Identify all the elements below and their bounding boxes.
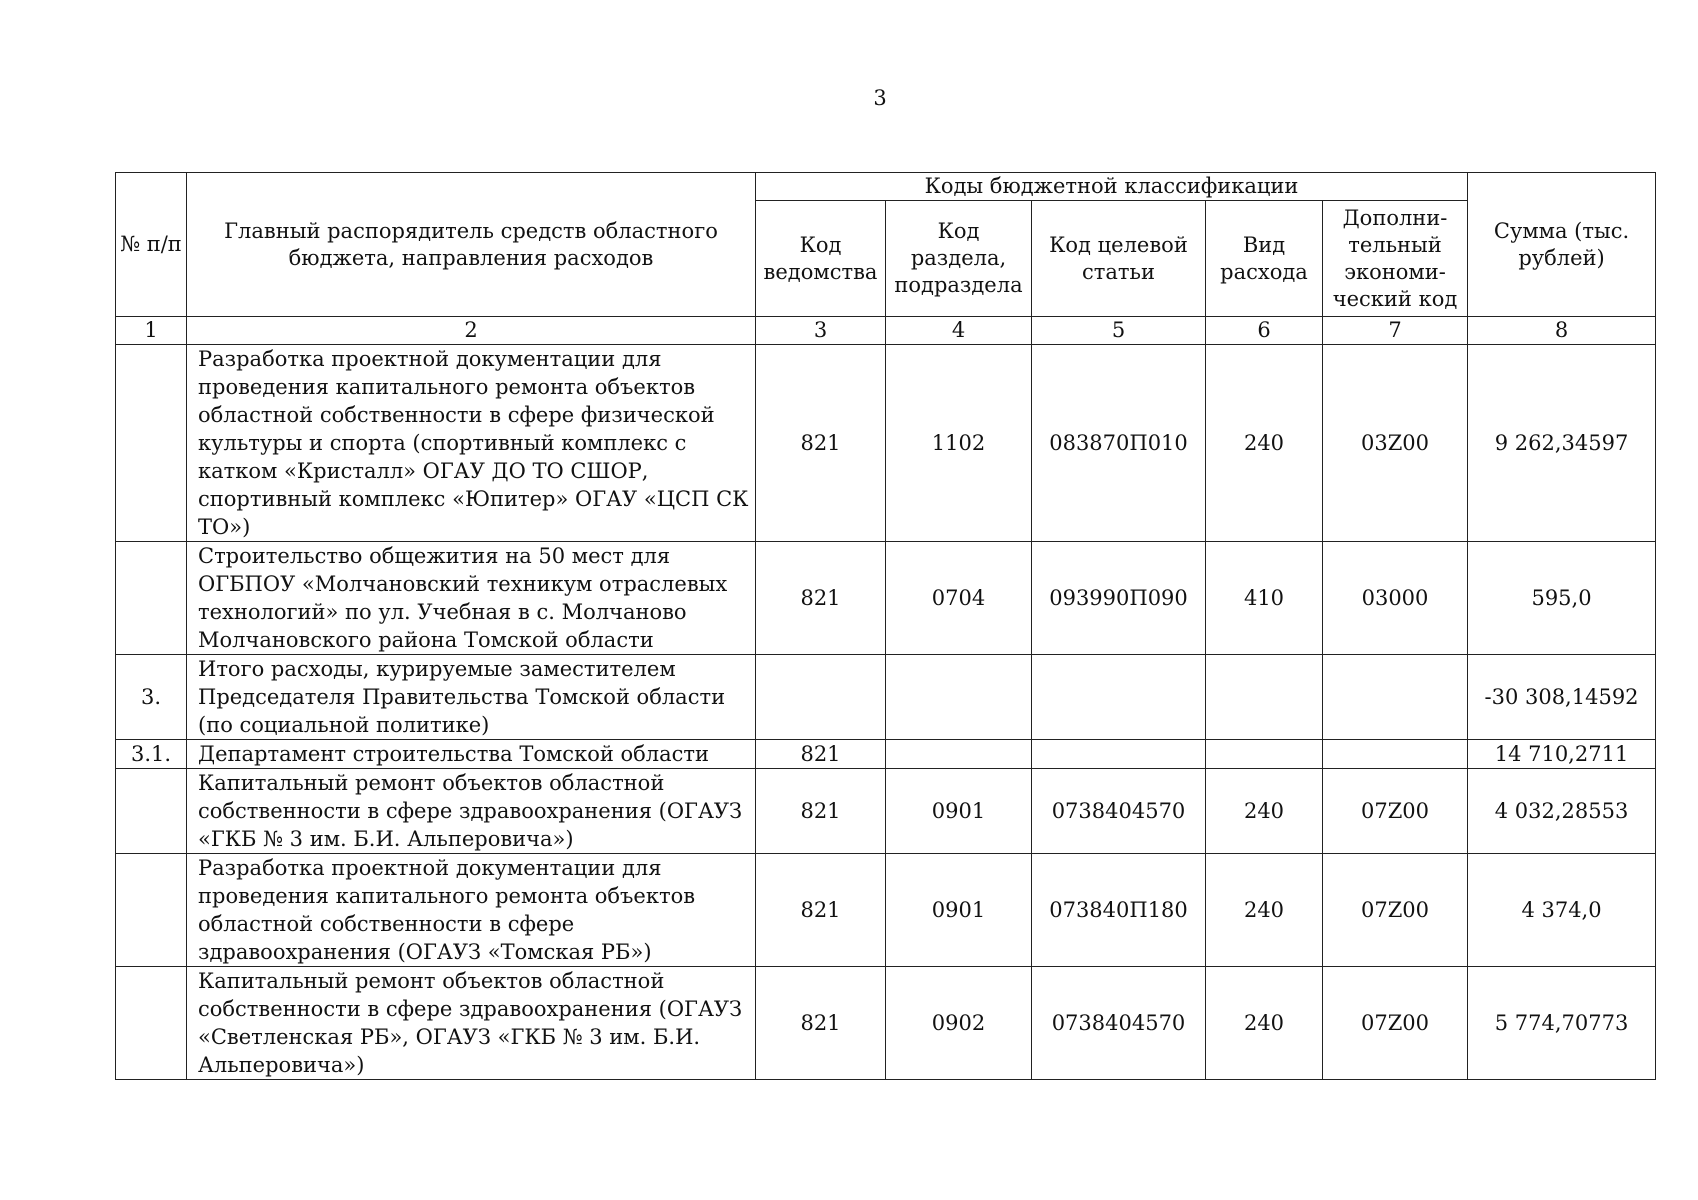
table-row [116, 854, 1656, 967]
row-description: Итого расходы, курируемые заместителем Председателя Правительства Томской области (по социальной политике) [187, 655, 756, 740]
header-recipient: Главный распорядитель средств областного бюджета, направления расходов [187, 173, 756, 317]
row-description: Департамент строительства Томской области [187, 740, 756, 769]
row-num [116, 542, 187, 655]
column-number: 4 [886, 317, 1032, 345]
row-target-code: 083870П010 [1032, 345, 1206, 542]
row-sum: 5 774,70773 [1468, 967, 1656, 1080]
row-expense-type: 240 [1206, 769, 1323, 854]
row-dept-code: 821 [756, 769, 886, 854]
row-dept-code: 821 [756, 345, 886, 542]
row-target-code: 0738404570 [1032, 769, 1206, 854]
row-econ-code: 07Z00 [1323, 854, 1468, 967]
table-row [116, 655, 1656, 740]
row-econ-code: 03Z00 [1323, 345, 1468, 542]
row-target-code: 073840П180 [1032, 854, 1206, 967]
column-number: 3 [756, 317, 886, 345]
row-dept-code [756, 655, 886, 740]
row-dept-code: 821 [756, 740, 886, 769]
row-sum: -30 308,14592 [1468, 655, 1656, 740]
row-econ-code [1323, 740, 1468, 769]
row-expense-type [1206, 740, 1323, 769]
row-dept-code: 821 [756, 967, 886, 1080]
row-expense-type: 240 [1206, 854, 1323, 967]
column-number: 2 [187, 317, 756, 345]
column-number: 1 [116, 317, 187, 345]
header-econ-code: Дополни-тельный экономи-ческий код [1323, 201, 1468, 317]
row-econ-code: 07Z00 [1323, 769, 1468, 854]
page-number: 3 [873, 86, 887, 110]
table-row [116, 345, 1656, 542]
table-row [116, 769, 1656, 854]
row-expense-type: 410 [1206, 542, 1323, 655]
table-row [116, 967, 1656, 1080]
table-row [116, 542, 1656, 655]
row-description: Строительство общежития на 50 мест для ОГБПОУ «Молчановский техникум отраслевых технологий» по ул. Учебная в с. Молчаново Молчановского района Томской области [187, 542, 756, 655]
header-dept-code: Код ведомства [756, 201, 886, 317]
header-codes-group: Коды бюджетной классификации [756, 173, 1468, 201]
table-row [116, 740, 1656, 769]
row-num [116, 345, 187, 542]
header-section-code: Код раздела, подраздела [886, 201, 1032, 317]
row-expense-type: 240 [1206, 345, 1323, 542]
row-num: 3.1. [116, 740, 187, 769]
header-num: № п/п [116, 173, 187, 317]
row-dept-code: 821 [756, 542, 886, 655]
header-target-code: Код целевой статьи [1032, 201, 1206, 317]
column-number: 8 [1468, 317, 1656, 345]
row-econ-code: 03000 [1323, 542, 1468, 655]
row-section-code: 0902 [886, 967, 1032, 1080]
row-sum: 4 032,28553 [1468, 769, 1656, 854]
row-num [116, 769, 187, 854]
row-expense-type: 240 [1206, 967, 1323, 1080]
row-description: Капитальный ремонт объектов областной собственности в сфере здравоохранения (ОГАУЗ «ГКБ № 3 им. Б.И. Альперовича») [187, 769, 756, 854]
header-sum: Сумма (тыс. рублей) [1468, 173, 1656, 317]
row-sum: 9 262,34597 [1468, 345, 1656, 542]
row-econ-code [1323, 655, 1468, 740]
row-dept-code: 821 [756, 854, 886, 967]
budget-table [115, 172, 1656, 1080]
row-section-code [886, 655, 1032, 740]
row-num: 3. [116, 655, 187, 740]
column-number: 6 [1206, 317, 1323, 345]
column-number: 5 [1032, 317, 1206, 345]
row-section-code [886, 740, 1032, 769]
row-num [116, 967, 187, 1080]
row-description: Разработка проектной документации для проведения капитального ремонта объектов областной собственности в сфере физической культуры и спорта (спортивный комплекс с катком «Кристалл» ОГАУ ДО ТО СШОР, спортивный комплекс «Юпитер» ОГАУ «ЦСП СК ТО») [187, 345, 756, 542]
row-target-code [1032, 655, 1206, 740]
row-section-code: 1102 [886, 345, 1032, 542]
column-number: 7 [1323, 317, 1468, 345]
column-number-row [116, 317, 1656, 345]
row-sum: 14 710,2711 [1468, 740, 1656, 769]
row-target-code: 093990П090 [1032, 542, 1206, 655]
row-econ-code: 07Z00 [1323, 967, 1468, 1080]
row-target-code: 0738404570 [1032, 967, 1206, 1080]
row-sum: 595,0 [1468, 542, 1656, 655]
row-section-code: 0704 [886, 542, 1032, 655]
row-section-code: 0901 [886, 769, 1032, 854]
row-sum: 4 374,0 [1468, 854, 1656, 967]
row-num [116, 854, 187, 967]
row-target-code [1032, 740, 1206, 769]
row-description: Капитальный ремонт объектов областной собственности в сфере здравоохранения (ОГАУЗ «Светленская РБ», ОГАУЗ «ГКБ № 3 им. Б.И. Альперовича») [187, 967, 756, 1080]
row-expense-type [1206, 655, 1323, 740]
header-expense-type: Вид расхода [1206, 201, 1323, 317]
row-section-code: 0901 [886, 854, 1032, 967]
row-description: Разработка проектной документации для проведения капитального ремонта объектов областной собственности в сфере здравоохранения (ОГАУЗ «Томская РБ») [187, 854, 756, 967]
